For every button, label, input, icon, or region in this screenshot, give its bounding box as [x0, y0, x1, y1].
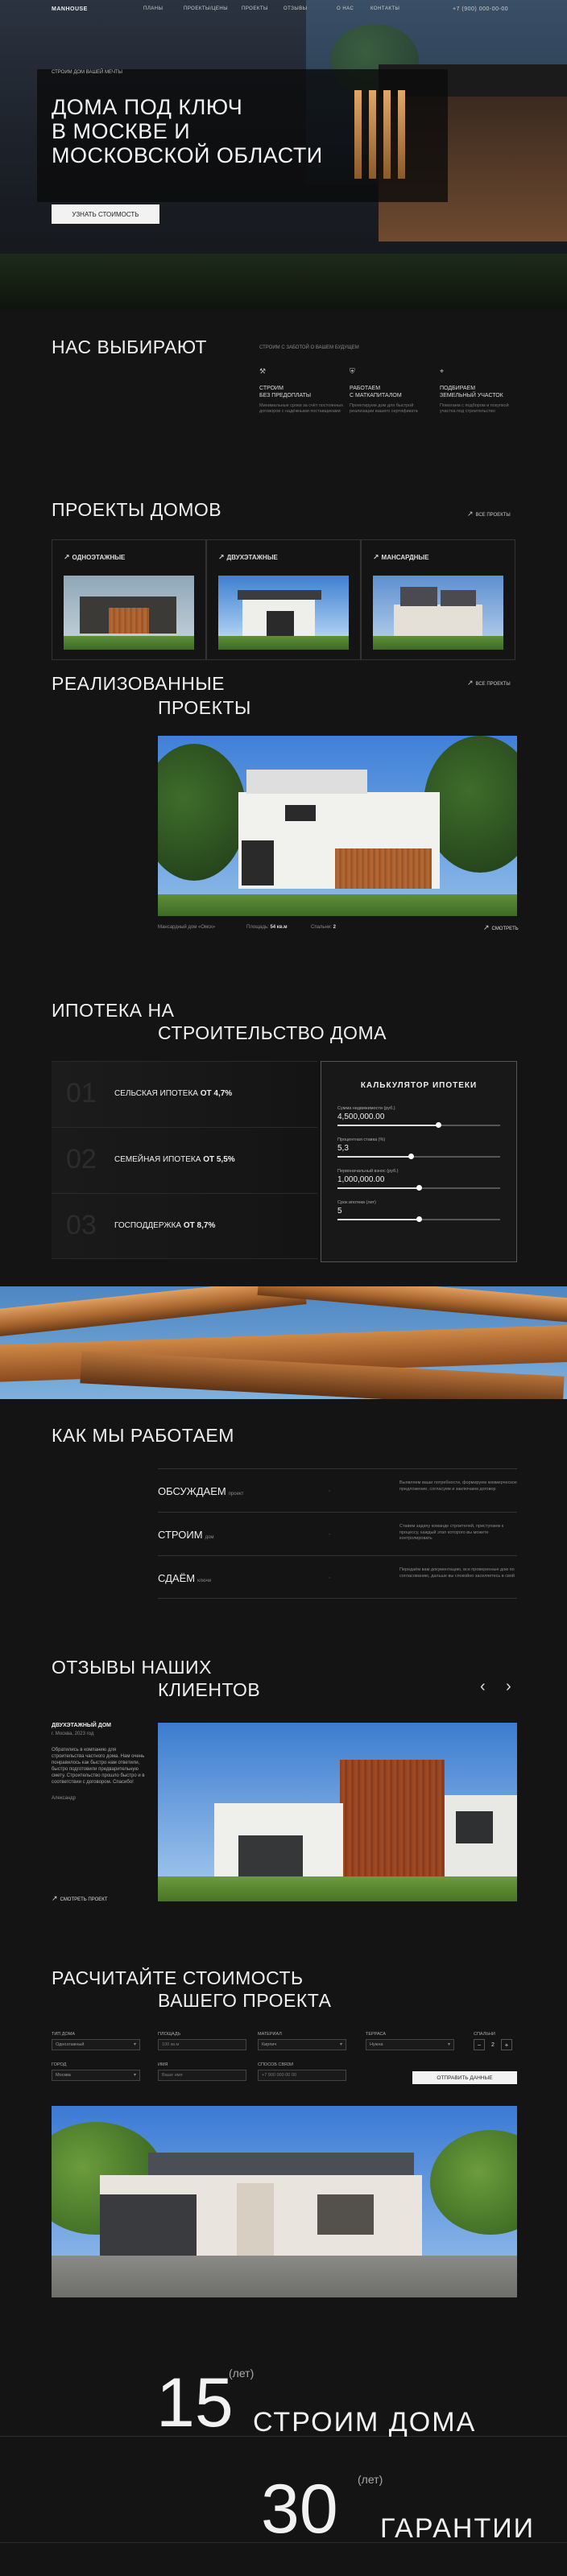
realized-caption-bedrooms: Спальни: 2 [311, 925, 336, 930]
calc-field[interactable]: Процентная ставка (%) 5,3 [337, 1137, 500, 1158]
realized-project-image [158, 736, 517, 916]
project-card-two-storey[interactable]: ↗ ДВУХЭТАЖНЫЕ [206, 539, 361, 660]
realized-title-line1: РЕАЛИЗОВАННЫЕ [52, 673, 226, 694]
plus-button[interactable]: + [501, 2039, 512, 2050]
bedrooms-value: 2 [491, 2041, 495, 2048]
calculator-title: КАЛЬКУЛЯТОР ИПОТЕКИ [360, 1081, 478, 1090]
submit-button[interactable]: ОТПРАВИТЬ ДАННЫЕ [412, 2071, 517, 2084]
project-image [64, 576, 194, 650]
hero-title: ДОМА ПОД КЛЮЧ В МОСКВЕ И МОСКОВСКОЙ ОБЛАСТИ [52, 95, 323, 167]
city-field: ГОРОД Москва ▾ [52, 2062, 140, 2081]
arrow-icon: ↗ [64, 553, 70, 561]
slider-knob[interactable] [408, 1154, 414, 1159]
estimate-title-line1: РАСЧИТАЙТЕ СТОИМОСТЬ [52, 1967, 304, 1988]
calculator-fields [321, 1090, 516, 1220]
nav-item[interactable]: КОНТАКТЫ [370, 6, 400, 11]
mortgage-calculator [321, 1061, 517, 1262]
house-type-field: ТИП ДОМА Одноэтажный ▾ [52, 2032, 140, 2050]
mortgage-title-line2: СТРОИТЕЛЬСТВО ДОМА [158, 1022, 387, 1043]
terrace-field: ТЕРРАСА Нужна ▾ [366, 2032, 454, 2050]
map-pin-icon: ⌖ [440, 367, 445, 375]
slider-track [337, 1156, 500, 1158]
slider-knob[interactable] [436, 1122, 441, 1128]
feature-no-prepay: ⚒ СТРОИМ БЕЗ ПРЕДОПЛАТЫ Минимальные сроки за счёт постоянных договоров с надёжными поставщиками [259, 367, 343, 414]
next-arrow-icon[interactable]: › [506, 1678, 511, 1695]
material-field: МАТЕРИАЛ Кирпич ▾ [258, 2032, 346, 2050]
why-subtitle: СТРОИМ С ЗАБОТОЙ О ВАШЕМ БУДУЩЕМ [259, 345, 359, 350]
reviews-title-line1: ОТЗЫВЫ НАШИХ [52, 1657, 212, 1678]
minus-button[interactable]: − [474, 2039, 485, 2050]
arrow-icon: ↗ [218, 553, 225, 561]
nav-item[interactable]: ОТЗЫВЫ [284, 6, 308, 11]
area-input[interactable]: 100 кв.м [158, 2039, 246, 2050]
dot-icon: ◦ [329, 1575, 331, 1581]
terrace-select[interactable]: Нужна ▾ [366, 2039, 454, 2050]
name-field: ИМЯ Ваше имя [158, 2062, 246, 2081]
calc-field[interactable]: Сумма недвижимости (руб.) 4,500,000.00 [337, 1106, 500, 1126]
estimate-house-image [52, 2106, 517, 2297]
nav-item[interactable]: О НАС [337, 6, 354, 11]
nav-item[interactable]: ПРОЕКТЫ/ЦЕНЫ [184, 6, 229, 11]
review-text-block: ДВУХЭТАЖНЫЙ ДОМ г. Москва, 2023 год Обратились в компанию для строительства частного дома. Нам очень понравилось как быстро нам ответили, быстро подготовили предварительную смету. Строительство прошло быстро и в соответствии с договором. Спасибо! Александр [52, 1723, 145, 1801]
stat-warranty-label: ГАРАНТИИ [380, 2513, 536, 2544]
realized-caption-name: Мансардный дом «Омск» [158, 925, 216, 930]
material-select[interactable]: Кирпич ▾ [258, 2039, 346, 2050]
bedrooms-field: СПАЛЬНИ − 2 + [474, 2032, 517, 2050]
arrow-icon: ↗ [467, 679, 474, 687]
reviews-title-line2: КЛИЕНТОВ [158, 1679, 261, 1700]
calc-field[interactable]: Срок ипотеки (лет) 5 [337, 1200, 500, 1220]
stat-warranty-unit: (лет) [358, 2473, 383, 2486]
arrow-icon: ↗ [483, 923, 490, 931]
stat-warranty-number: 30 [261, 2471, 338, 2548]
stat-years-number: 15 [156, 2364, 234, 2442]
logo[interactable]: MANHOUSE [52, 6, 88, 12]
get-price-button[interactable]: УЗНАТЬ СТОИМОСТЬ [52, 204, 159, 224]
project-card-one-storey[interactable]: ↗ ОДНОЭТАЖНЫЕ [52, 539, 206, 660]
wood-beams-banner [0, 1286, 567, 1399]
area-field: ПЛОЩАДЬ 100 кв.м [158, 2032, 246, 2050]
slider-knob[interactable] [416, 1185, 422, 1191]
hammer-icon: ⚒ [259, 367, 267, 375]
process-step: ОБСУЖДАЕМ проект ◦ Выявляем ваши потребности, формируем коммерческое предложение, согласуем и заключаем договор [158, 1468, 517, 1512]
arrow-icon: ↗ [52, 1894, 58, 1902]
project-image [218, 576, 349, 650]
estimate-title-line2: ВАШЕГО ПРОЕКТА [158, 1990, 332, 2011]
process-title: КАК МЫ РАБОТАЕМ [52, 1425, 234, 1446]
stat-years-unit: (лет) [229, 2367, 255, 2380]
hero-section [0, 0, 567, 310]
why-title: НАС ВЫБИРАЮТ [52, 336, 207, 357]
house-type-select[interactable]: Одноэтажный ▾ [52, 2039, 140, 2050]
bedrooms-stepper [474, 2039, 517, 2050]
view-project-link[interactable]: ↗ СМОТРЕТЬ ПРОЕКТ [52, 1894, 108, 1902]
mortgage-title-line1: ИПОТЕКА НА [52, 1000, 175, 1021]
hero-slats [354, 90, 411, 179]
contact-input[interactable]: +7 900 000 00 00 [258, 2070, 346, 2081]
slider-knob[interactable] [416, 1216, 422, 1222]
prev-arrow-icon[interactable]: ‹ [480, 1678, 486, 1695]
arrow-icon: ↗ [467, 510, 474, 518]
arrow-icon: ↗ [373, 553, 379, 561]
all-realized-link[interactable]: ↗ ВСЕ ПРОЕКТЫ [467, 679, 511, 687]
name-input[interactable]: Ваше имя [158, 2070, 246, 2081]
review-house-image [158, 1723, 517, 1901]
slider-track [337, 1125, 500, 1126]
all-projects-link[interactable]: ↗ ВСЕ ПРОЕКТЫ [467, 510, 511, 518]
process-step: СДАЁМ ключи ◦ Передаём вам документацию, все проверенные дом по согласованию, дальше вы спокойно заселяетесь в свой [158, 1555, 517, 1599]
project-image [373, 576, 503, 650]
mortgage-item[interactable]: 03 ГОСПОДДЕРЖКА ОТ 8,7% [52, 1193, 317, 1259]
feature-matcapital: ⛨ РАБОТАЕМ С МАТКАПИТАЛОМ Проектируем дом для быстрой реализации вашего сертификата [350, 367, 433, 415]
process-step: СТРОИМ дом ◦ Ставим задачу команде строителей, приступаем к процессу, каждый этап которого вы можете контролировать [158, 1512, 517, 1555]
projects-title: ПРОЕКТЫ ДОМОВ [52, 499, 222, 520]
hero-lawn [0, 254, 567, 310]
phone-link[interactable]: +7 (900) 000-00-00 [453, 6, 509, 12]
nav-item[interactable]: ПЛАНЫ [143, 6, 163, 11]
mortgage-item[interactable]: 01 СЕЛЬСКАЯ ИПОТЕКА ОТ 4,7% [52, 1061, 317, 1127]
calc-field[interactable]: Первоначальный взнос (руб.) 1,000,000.00 [337, 1169, 500, 1189]
realized-title-line2: ПРОЕКТЫ [158, 697, 251, 718]
hero-kicker: СТРОИМ ДОМ ВАШЕЙ МЕЧТЫ [52, 70, 122, 75]
city-select[interactable]: Москва ▾ [52, 2070, 140, 2081]
shield-icon: ⛨ [350, 367, 355, 375]
dot-icon: ◦ [329, 1488, 331, 1494]
realized-caption-area: Площадь: 54 кв.м [246, 925, 288, 930]
project-card-mansard[interactable]: ↗ МАНСАРДНЫЕ [361, 539, 515, 660]
dot-icon: ◦ [329, 1532, 331, 1538]
nav-item[interactable]: ПРОЕКТЫ [242, 6, 268, 11]
mortgage-item[interactable]: 02 СЕМЕЙНАЯ ИПОТЕКА ОТ 5,5% [52, 1127, 317, 1193]
stat-years-label: СТРОИМ ДОМА [253, 2407, 477, 2438]
slider-track [337, 1187, 500, 1189]
realized-more-link[interactable]: ↗ СМОТРЕТЬ [483, 923, 519, 931]
feature-land: ⌖ ПОДБИРАЕМ ЗЕМЕЛЬНЫЙ УЧАСТОК Помогаем с подбором и покупкой участка под строительство [440, 367, 524, 415]
slider-track [337, 1219, 500, 1220]
contact-field: СПОСОБ СВЯЗИ +7 900 000 00 00 [258, 2062, 346, 2081]
